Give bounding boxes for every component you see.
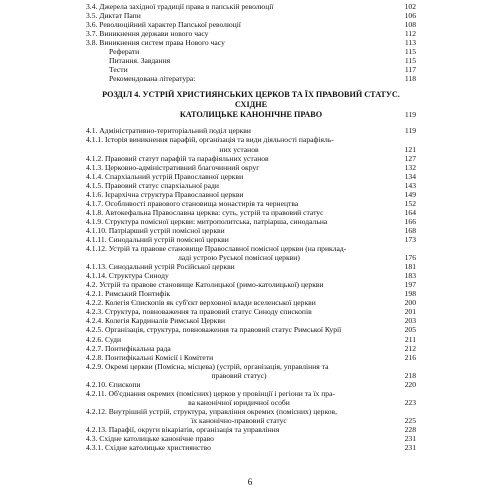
toc-entry [86,20,416,29]
toc-entry-title: Питання. Завдання [109,56,171,66]
toc-entry [86,371,416,380]
toc-entry [86,289,416,298]
toc-entry [86,271,416,280]
section-heading-page: 119 [404,110,416,120]
toc-entry-title: 3.5. Диктат Папи [86,11,141,21]
toc-entry [86,353,416,362]
toc-entry-title: 4.2.12. Внутрішній устрій, структура, управління окремих (помісних) церков, [86,406,338,416]
toc-entry-title: їх канонічно-правовий статус [191,415,287,425]
section-heading-line1: РОЗДІЛ 4. УСТРІЙ ХРИСТИЯНСЬКИХ ЦЕРКОВ ТА ЇХ ПРАВОВИЙ СТАТУС. СХІДНЕ [102,90,400,110]
toc-entry-title: 4.1.14. Структура Синоду [86,271,169,281]
toc-entry-title: 3.8. Виникнення систем права Нового часу [86,38,225,48]
toc-entry-title: 4.2.9. Окремі церкви (Помісна, місцева) (устрій, організація, управління та [86,361,329,371]
toc-entry-title: 4.1.7. Особливості правового становища монастирів та чернецтва [86,198,299,208]
toc-entry-page: 198 [404,289,416,299]
toc-entry [86,262,416,271]
table-of-contents [86,2,416,452]
toc-entry [86,253,416,262]
toc-entry-page: 102 [404,2,416,11]
toc-entry-page: 121 [404,144,416,154]
toc-entry-title: 4.2.2. Колегія Єпископів як суб'єкт верховної влади вселенської церкви [86,298,316,308]
toc-entry [86,316,416,325]
toc-entry [86,362,416,371]
toc-entry [86,244,416,253]
toc-entry-page: 119 [404,126,416,136]
toc-entry-page: 127 [404,153,416,163]
toc-entry-page: 231 [404,443,416,453]
toc-entry-title: 3.6. Революційний характер Папської революції [86,20,241,30]
toc-entry [86,416,416,425]
section-heading [86,90,416,120]
toc-entry [86,154,416,163]
toc-entry-page: 143 [404,180,416,190]
toc-entry-page: 168 [404,225,416,235]
toc-entry-title: 4.1.8. Автокефальна Православна церква: суть, устрій та правовий статус [86,207,324,217]
toc-entry-page: 225 [404,415,416,425]
toc-entry-title: ва канонічної юридичної особи [188,397,290,407]
toc-entry-title: 4.3. Східне католицьке канонічне право [86,434,214,444]
toc-entry [86,443,416,452]
toc-entry-page: 149 [404,189,416,199]
toc-entry-title: правовий статус) [211,370,267,380]
toc-entry [86,56,416,65]
toc-entry [86,235,416,244]
toc-entry-title: 4.2.5. Організація, структура, повноваження та правовий статус Римської Курії [86,325,342,335]
toc-entry-page: 152 [404,198,416,208]
toc-entry-page: 117 [404,65,416,75]
toc-entry-page: 164 [404,207,416,217]
toc-entry [86,135,416,144]
toc-entry [86,380,416,389]
toc-entry-title: них установ [219,144,259,154]
toc-entry-title: 4.1.11. Синодальний устрій помісної церкви [86,234,229,244]
toc-entry-page: 211 [404,334,416,344]
toc-entry-page: 203 [404,316,416,326]
toc-entry-title: 4.2.8. Понтифікальні Комісії і Комітети [86,352,214,362]
toc-entry [86,298,416,307]
toc-entry-page: 173 [404,234,416,244]
toc-entry-page: 205 [404,325,416,335]
toc-entry-page: 223 [404,397,416,407]
toc-entry-page: 218 [404,370,416,380]
toc-entry [86,65,416,74]
toc-main-list [86,126,416,452]
toc-entry [86,199,416,208]
toc-entry-title: 4.1.6. Ієрархічна структура Православної церкви [86,189,244,199]
toc-sub-list [86,47,416,83]
toc-entry-title: 4.1.2. Правовий статут парафій та парафіяльних установ [86,153,269,163]
toc-entry-title: 4.1.5. Правовий статус спархіальної ради [86,180,219,190]
toc-entry-title: 4.1.13. Синодальний устрій Російської церкви [86,262,235,272]
toc-entry-title: 4.2.4. Колегія Кардиналів Римської Церкви [86,316,226,326]
toc-entry-page: 118 [404,74,416,84]
toc-entry-page: 166 [404,216,416,226]
toc-entry-title: 4.2.11. Об'єднання окремих (помісних) церков у провінції і регіони та їх пра- [86,388,335,398]
toc-entry-page: 115 [404,47,416,57]
toc-entry [86,190,416,199]
toc-entry-title: 4.1.10. Патріарший устрій помісної церкви [86,225,225,235]
toc-entry-title: 4.2. Устрій та правове становище Католицької (римо-католицької) церкви [86,280,324,290]
toc-entry-page: 108 [404,20,416,30]
toc-entry-page: 181 [404,262,416,272]
toc-entry-title: 4.1.9. Структура помісної церкви: митрополитська, патріарша, синодальна [86,216,328,226]
toc-entry-page: 231 [404,434,416,444]
toc-entry-page: 212 [404,343,416,353]
toc-entry-title: Рекомендована література: [109,74,196,84]
toc-entry-title: 4.1.1. Історія виникнення парафій, організація та види діяльності парафіяль- [86,135,334,145]
toc-entry [86,217,416,226]
toc-entry [86,398,416,407]
section-heading-line2: КАТОЛИЦЬКЕ КАНОНІЧНЕ ПРАВО [179,110,323,120]
toc-entry-page: 113 [404,38,416,48]
toc-entry-page: 115 [404,56,416,66]
toc-entry-page: 220 [404,379,416,389]
toc-entry [86,226,416,235]
toc-entry [86,307,416,316]
toc-entry-page: 228 [404,424,416,434]
toc-entry [86,163,416,172]
toc-entry-title: 4.1.12. Устрій та правове становище Православної помісної церкви (на приклад- [86,244,347,254]
toc-entry [86,389,416,398]
toc-entry-page: 132 [404,162,416,172]
page-number: 6 [247,477,253,487]
toc-entry [86,11,416,20]
toc-entry [86,280,416,289]
toc-entry [86,181,416,190]
toc-entry [86,425,416,434]
toc-entry-page: 216 [404,352,416,362]
toc-entry-title: 4.2.3. Структура, повноваження та правовий статус Синоду єпископів [86,307,312,317]
toc-entry-title: ладі устрою Руської помісної церкви) [178,253,300,263]
toc-entry-title: 3.7. Виникнення держави нового часу [86,29,209,39]
toc-entry-page: 201 [404,307,416,317]
toc-entry [86,208,416,217]
toc-entry [86,74,416,83]
toc-entry-title: 4.1.3. Церковно-адміністративний благочинний округ [86,162,260,172]
toc-entry [86,335,416,344]
toc-entry-title: Реферати [109,47,140,57]
toc-entry-title: 3.4. Джерела західної традиції права в папській революції [86,2,274,11]
toc-entry-title: 4.2.10. Єпископи [86,379,141,389]
toc-entry-title: 4.3.1. Східне католицьке християнство [86,443,211,453]
toc-entry [86,145,416,154]
toc-entry-title: Тести [109,65,128,75]
toc-entry-title: 4.1. Адміністративно-територіальний поділ церкви [86,126,251,136]
toc-entry-page: 197 [404,280,416,290]
toc-entry-title: 4.2.13. Парафії, округи вікаріатів, організація та управління [86,424,280,434]
toc-entry-page: 134 [404,171,416,181]
toc-entry-title: 4.2.7. Понтифікальна рада [86,343,171,353]
toc-entry [86,38,416,47]
toc-entry [86,434,416,443]
toc-entry-page: 106 [404,11,416,21]
toc-entry-page: 183 [404,271,416,281]
toc-entry [86,172,416,181]
toc-entry [86,344,416,353]
toc-entry [86,407,416,416]
toc-entry [86,29,416,38]
toc-entry-title: 4.1.4. Спархіальний устрій Православної церкви [86,171,244,181]
toc-top-list [86,2,416,47]
toc-entry [86,126,416,135]
toc-entry-title: 4.2.6. Суди [86,334,122,344]
toc-entry [86,2,416,11]
toc-entry-page: 176 [404,253,416,263]
toc-entry [86,47,416,56]
toc-entry [86,325,416,334]
toc-entry-page: 112 [404,29,416,39]
toc-entry-page: 200 [404,298,416,308]
toc-entry-title: 4.2.1. Римський Понтифік [86,289,171,299]
